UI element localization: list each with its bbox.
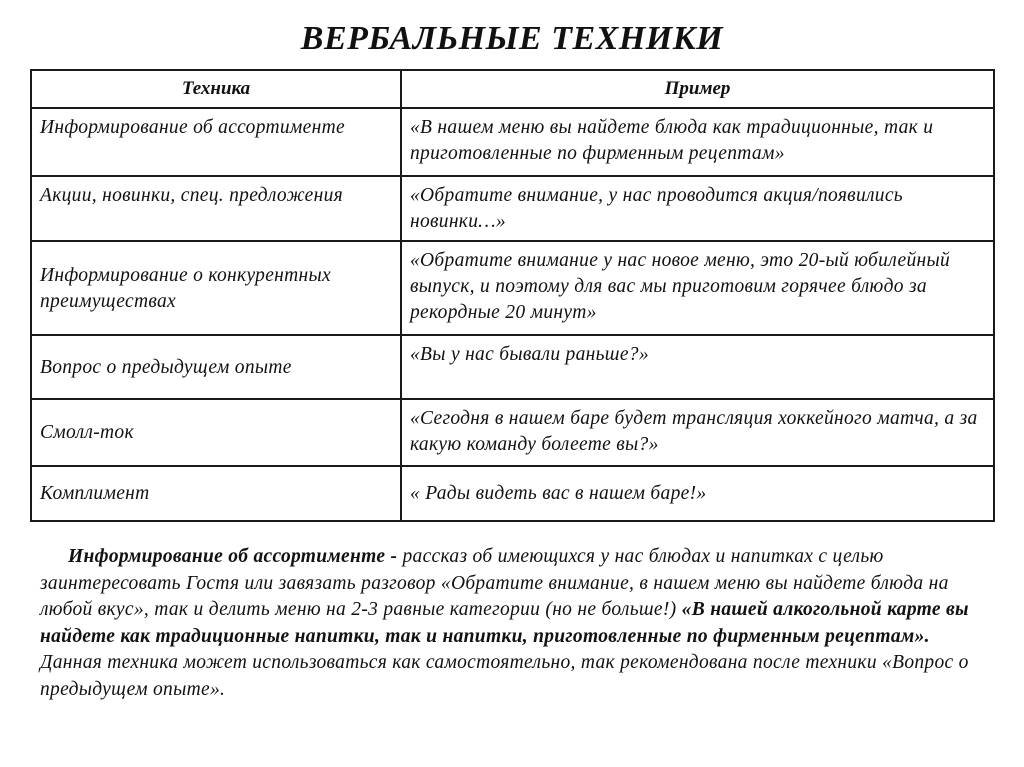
page-title: ВЕРБАЛЬНЫЕ ТЕХНИКИ [300,20,724,57]
table-row [31,176,994,241]
paragraph-indent [40,546,68,567]
example-cell: «Сегодня в нашем баре будет трансляция хоккейного матча, а за какую команду болеете вы?» [401,399,994,466]
table-row [31,399,994,466]
description-paragraph [40,544,990,703]
technique-cell: Вопрос о предыдущем опыте [31,335,401,399]
table-row [31,335,994,399]
paragraph-text-1: рассказ об имеющихся у нас блюдах и напитках с целью заинтересовать Гостя или завязать разговор «Обратите внимание, в нашем меню вы найдете блюда на любой вкус», так и делить меню на 2-3 равные категории (но не больше!) [40,546,949,620]
paragraph-term: Информирование об ассортименте [68,546,386,567]
technique-cell: Информирование о конкурентных преимуществах [31,241,401,335]
techniques-table [30,69,995,522]
technique-cell: Информирование об ассортименте [31,108,401,176]
technique-cell: Смолл-ток [31,399,401,466]
example-cell: « Рады видеть вас в нашем баре!» [401,466,994,521]
header-example: Пример [401,70,994,108]
technique-cell: Комплимент [31,466,401,521]
paragraph-text-2: Данная техника может использоваться как самостоятельно, так рекомендована после техники «Вопрос о предыдущем опыте». [40,652,969,700]
example-cell: «В нашем меню вы найдете блюда как традиционные, так и приготовленные по фирменным рецептам» [401,108,994,176]
table-header-row [31,70,994,108]
example-cell: «Обратите внимание у нас новое меню, это 20-ый юбилейный выпуск, и поэтому для вас мы приготовим горячее блюдо за рекордные 20 минут» [401,241,994,335]
example-cell: «Обратите внимание, у нас проводится акция/появились новинки…» [401,176,994,241]
table-row [31,241,994,335]
paragraph-quote: «В нашей алкогольной карте вы найдете как традиционные напитки, так и напитки, приготовленные по фирменным рецептам». [40,599,969,647]
example-cell: «Вы у нас бывали раньше?» [401,335,994,399]
technique-cell: Акции, новинки, спец. предложения [31,176,401,241]
table-row [31,108,994,176]
table-row [31,466,994,521]
paragraph-dash: - [385,546,403,567]
header-technique: Техника [31,70,401,108]
